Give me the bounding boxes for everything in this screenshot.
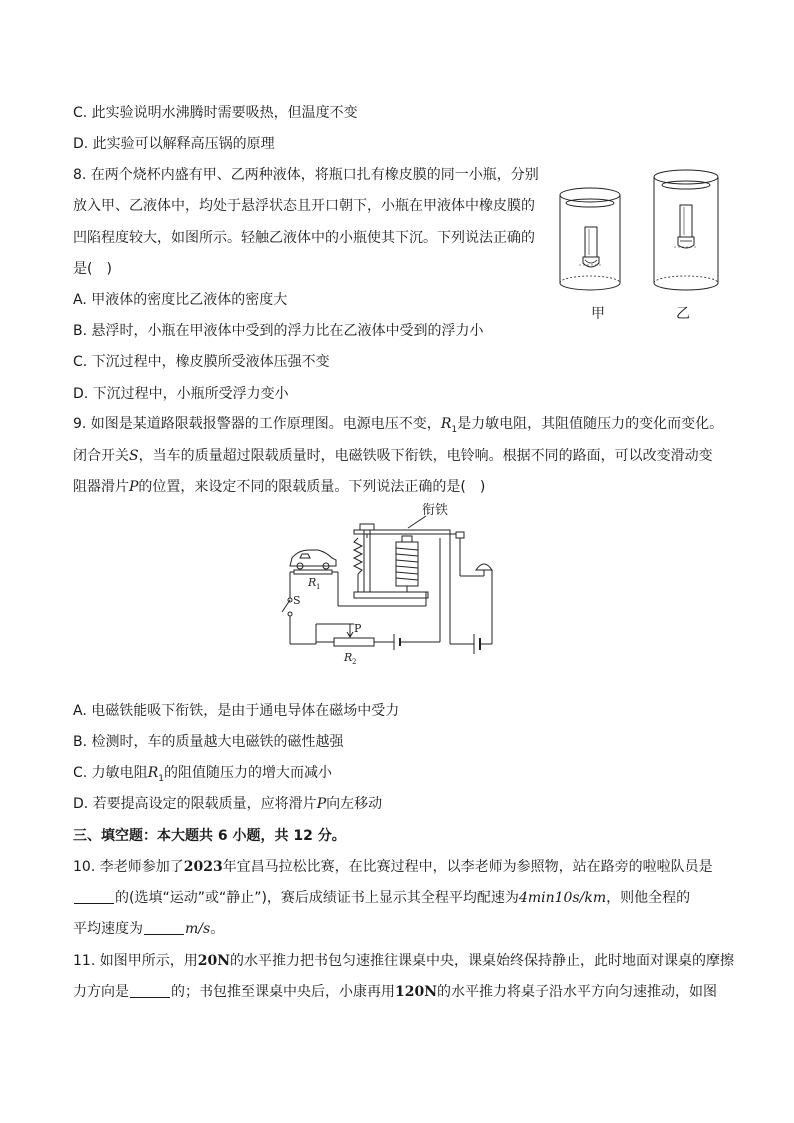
option-d-slider-symbol: P [316,796,327,812]
beakers-figure [552,165,732,300]
circuit-r2-label: R [344,651,353,664]
q10-pace: 4min10s/km [518,890,607,906]
car-icon [290,550,336,569]
q9-stem3-text-a: 阻器滑片 [73,479,129,495]
q7-option-d: D. 此实验可以解释高压锅的原理 [73,136,275,152]
q9-stem2-text-b: ，当车的质量超过限载质量时，电磁铁吸下衔铁，电铃响。根据不同的路面，可以改变滑动变 [138,448,713,464]
q8-option-d: D. 下沉过程中，小瓶所受浮力变小 [73,386,289,402]
q8-stem-line2: 放入甲、乙液体中，均处于悬浮状态且开口朝下，小瓶在甲液体中橡皮膜的 [73,198,535,214]
r1-subscript: 1 [451,424,458,435]
q9-stem2-text-a: 闭合开关 [73,448,129,464]
q11-text-c: 力方向是 [73,984,129,1000]
q10-line3 [73,919,224,939]
q10-text-b: 年宜昌马拉松比赛，在比赛过程中，以李老师为参照物，站在路旁的啦啦队员是 [222,859,713,875]
q10-text-d: ，则他全程的 [606,890,691,906]
option-c-r1-subscript: 1 [158,773,164,784]
q10-year: 2023 [183,859,223,875]
q9-option-a: A. 电磁铁能吸下衔铁，是由于通电导体在磁场中受力 [73,703,400,719]
answer-blank-1[interactable] [74,889,114,904]
q10-unit: m/s [185,921,211,937]
q9-option-d [73,794,382,814]
q11-text-e: 的水平推力将桌子沿水平方向匀速推动，如图 [437,984,718,1000]
switch-symbol: S [129,448,139,464]
circuit-r1-label: R [308,576,317,589]
r1-symbol: R [440,416,452,432]
q11-line2 [73,982,717,1002]
beaker-label-yi: 乙 [676,306,690,322]
q9-option-c-text-a: C. 力敏电阻 [73,765,148,781]
beaker-yi [654,170,718,290]
q7-option-c: C. 此实验说明水沸腾时需要吸热，但温度不变 [73,105,358,121]
q11-text-a: 11. 如图甲所示，用 [73,953,198,969]
answer-blank-2[interactable] [144,920,184,935]
q10-text-e: 平均速度为 [73,921,143,937]
q8-option-a: A. 甲液体的密度比乙液体的密度大 [73,292,288,308]
armature-label: 衔铁 [422,503,449,518]
q9-stem-text-b: 是力敏电阻，其阻值随压力的变化而变化。 [457,416,724,432]
circuit-diagram [276,498,516,670]
option-c-r1-symbol: R [147,765,159,781]
q10-text-f: 。 [210,921,225,937]
q9-stem-line2 [73,446,713,466]
circuit-slider-label: P [354,622,362,635]
q9-stem-line3 [73,477,485,497]
q8-option-c: C. 下沉过程中，橡皮膜所受液体压强不变 [73,354,330,370]
q11-line1 [73,951,734,971]
q11-force-1: 20N [197,953,230,969]
q8-stem-line1: 8. 在两个烧杯内盛有甲、乙两种液体，将瓶口扎有橡皮膜的同一小瓶，分别 [73,167,539,183]
q11-text-d: 的；书包推至课桌中央后，小康再用 [171,984,395,1000]
q8-stem-line4: 是( ) [73,261,112,277]
beaker-jia [560,188,620,290]
circuit-r1-subscript: 1 [316,583,321,591]
q8-option-b: B. 悬浮时，小瓶在甲液体中受到的浮力比在乙液体中受到的浮力小 [73,323,484,339]
circuit-switch-label: S [293,594,301,607]
q9-stem3-text-b: 的位置，来设定不同的限载质量。下列说法正确的是( ) [138,479,486,495]
q11-force-2: 120N [395,984,438,1000]
q10-line2 [73,888,690,908]
section-title: 三、填空题：本大题共 6 小题，共 12 分。 [73,828,346,844]
q9-option-d-text-b: 向左移动 [326,796,383,812]
q9-option-b: B. 检测时，车的质量越大电磁铁的磁性越强 [73,734,344,750]
q8-stem-line3: 凹陷程度较大，如图所示。轻触乙液体中的小瓶使其下沉。下列说法正确的 [73,230,535,246]
answer-blank-3[interactable] [130,983,170,998]
q11-text-b: 的水平推力把书包匀速推往课桌中央，课桌始终保持静止，此时地面对课桌的摩擦 [230,953,734,969]
q10-line1 [73,857,713,877]
q9-stem-text-a: 9. 如图是某道路限载报警器的工作原理图。电源电压不变， [73,416,441,432]
circuit-r2-subscript: 2 [352,658,357,666]
q9-stem-line1 [73,414,723,440]
q9-option-c [73,763,332,789]
slider-symbol: P [129,479,139,495]
q9-option-c-text-b: 的阻值随压力的增大而减小 [163,765,332,781]
q10-text-a: 10. 李老师参加了 [73,859,184,875]
beaker-label-jia: 甲 [591,306,605,322]
q9-option-d-text-a: D. 若要提高设定的限载质量，应将滑片 [73,796,317,812]
q10-text-c: 的(选填“运动”或“静止”)，赛后成绩证书上显示其全程平均配速为 [115,890,519,906]
